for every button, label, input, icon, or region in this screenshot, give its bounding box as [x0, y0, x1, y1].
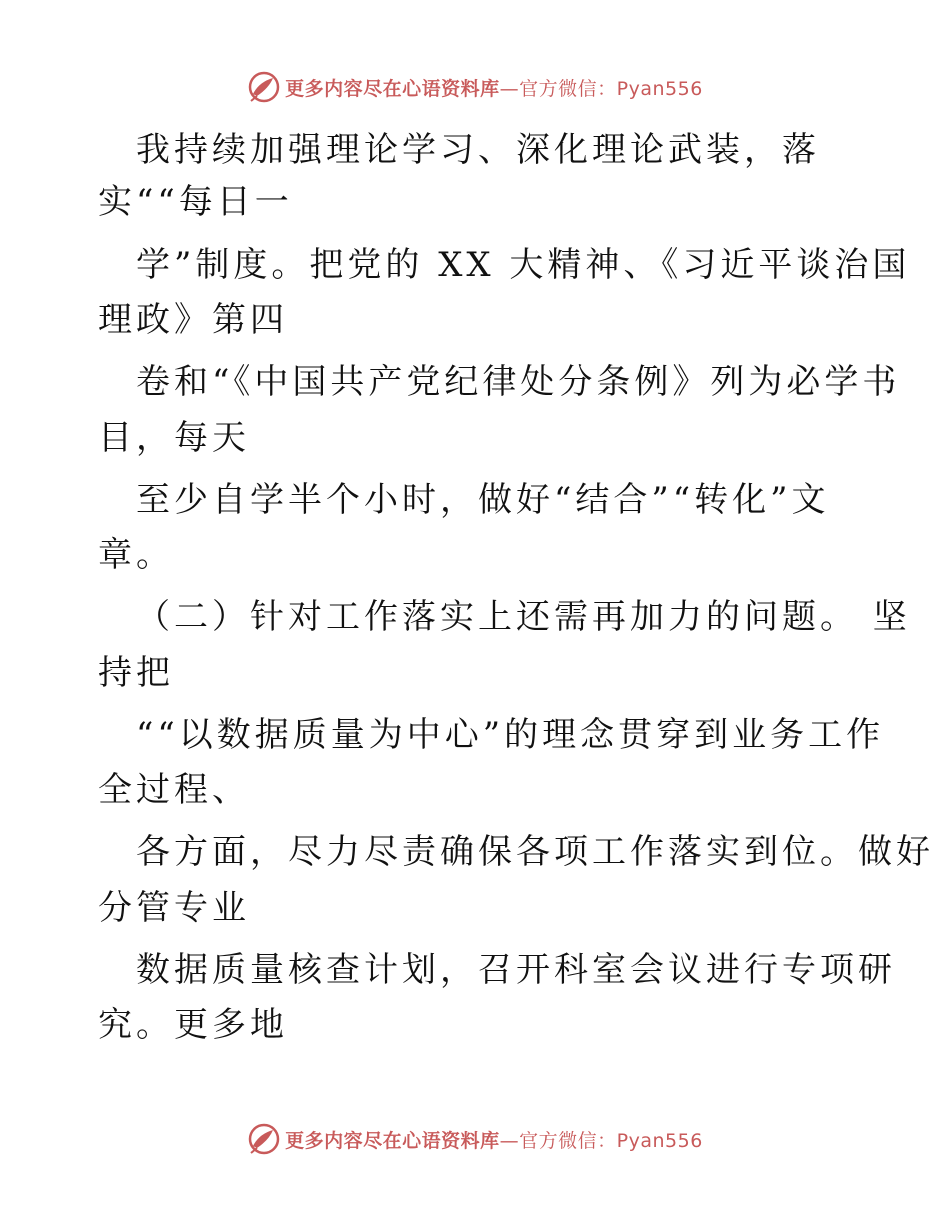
pen-logo-icon: [247, 1122, 281, 1156]
body-line: 我持续加强理论学习、深化理论武装，落: [136, 130, 820, 170]
body-line: 究。更多地: [98, 1005, 288, 1045]
body-line: 至少自学半个小时，做好“结合”“转化”文: [136, 480, 830, 520]
body-line: 各方面，尽力尽责确保各项工作落实到位。做好: [136, 832, 934, 872]
body-line: 持把: [98, 653, 174, 693]
body-line: 实““每日一: [98, 182, 293, 222]
body-line: 理政》第四: [98, 300, 288, 340]
watermark-text: [285, 74, 703, 101]
watermark-contact: —官方微信：Pyan556: [499, 1129, 703, 1152]
watermark-contact: —官方微信：Pyan556: [499, 77, 703, 100]
body-line: 全过程、: [98, 770, 250, 810]
watermark-brand: 更多内容尽在心语资料库: [285, 77, 500, 100]
watermark-text: [285, 1126, 703, 1153]
watermark-footer: [0, 1122, 950, 1156]
pen-logo-icon: [247, 70, 281, 104]
body-line: 数据质量核查计划，召开科室会议进行专项研: [136, 950, 896, 990]
body-line: （二）针对工作落实上还需再加力的问题。 坚: [136, 597, 911, 637]
body-line: 章。: [98, 535, 174, 575]
watermark-header: [0, 70, 950, 104]
body-line: 目，每天: [98, 418, 250, 458]
body-line: 卷和“《中国共产党纪律处分条例》列为必学书: [136, 362, 901, 402]
body-line: 分管专业: [98, 888, 250, 928]
body-line: 学”制度。把党的 XX 大精神、《习近平谈治国: [136, 245, 911, 285]
body-line: ““以数据质量为中心”的理念贯穿到业务工作: [136, 715, 885, 755]
watermark-brand: 更多内容尽在心语资料库: [285, 1129, 500, 1152]
